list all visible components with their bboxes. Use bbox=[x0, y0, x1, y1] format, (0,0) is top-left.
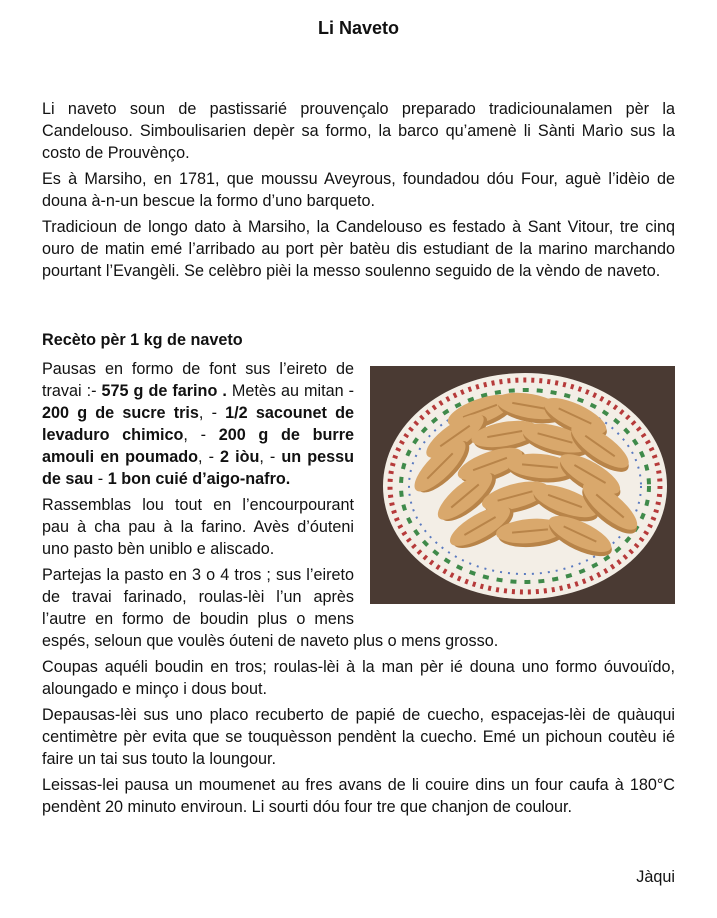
ingredients-text: , - bbox=[198, 404, 226, 422]
plate-of-navettes-photo bbox=[370, 366, 675, 604]
ingredient-butter: 200 g de burre amouli en poumado bbox=[42, 426, 354, 466]
step-paragraph: Depausas-lèi sus uno placo recuberto de papié de cuecho, espacejas-lèi de quàuqui centimètre pèr evita que se touquèsson pendènt la cuecho. Emé un pichoun coutèu ié faire un tai sus touto la loungour. bbox=[42, 706, 675, 768]
intro-section bbox=[42, 98, 675, 286]
ingredients-text: , - bbox=[259, 448, 282, 466]
ingredient-yeast: 1/2 sacounet de levaduro chimico bbox=[42, 404, 354, 444]
intro-paragraph: Es à Marsiho, en 1781, que moussu Aveyrous, foundadou dóu Four, aguè l’idèio de douna à-n-un bescue la formo d’uno barqueto. bbox=[42, 170, 675, 210]
photo-drawing bbox=[370, 366, 675, 604]
step-paragraph: Coupas aquéli boudin en tros; roulas-lèi à la man pèr ié douna uno formo óuvouïdo, aloungado e minço i dous bout. bbox=[42, 658, 675, 698]
intro-paragraph: Tradicioun de longo dato à Marsiho, la Candelouso es festado à Sant Vitour, tre cinq ouro de matin emé l’arribado au port pèr batèu dis estudiant de la marino marchando pourtant l’Evangèli. Se celèbro pièi la messo soulenno seguido de la vèndo de naveto. bbox=[42, 218, 675, 280]
ingredient-eggs: 2 iòu bbox=[220, 448, 260, 466]
signature: Jàqui bbox=[636, 868, 675, 886]
recipe-heading: Recèto pèr 1 kg de naveto bbox=[42, 331, 243, 349]
ingredient-flour: 575 g de farino . bbox=[101, 382, 227, 400]
step-paragraph: Rassemblas lou tout en l’encourpourant pau à cha pau à la farino. Avès d’óuteni uno pasto bèn uniblo e aliscado. bbox=[42, 496, 354, 558]
ingredients-text: Metès au mitan - bbox=[226, 382, 354, 400]
page-title: Li Naveto bbox=[317, 18, 400, 38]
step-paragraph: Partejas la pasto en 3 o 4 tros ; sus l’eireto de travai farinado, roulas-lèi l’un après l’autre en formo de boudin plus o mens espés, seloun que voulès óuteni de naveto plus o mens grosso. bbox=[42, 566, 499, 650]
intro-paragraph: Li naveto soun de pastissarié prouvençalo preparado tradiciounalamen pèr la Candelouso. Simboulisarien depèr sa formo, la barco qu’amenè li Sànti Marìo sus la costo de Prouvènço. bbox=[42, 100, 675, 162]
ingredient-salt: un pessu de sau bbox=[42, 448, 355, 488]
ingredients-text: , - bbox=[198, 448, 221, 466]
ingredient-sugar: 200 g de sucre tris bbox=[42, 404, 199, 422]
ingredient-orange-water: 1 bon cuié d’aigo-nafro. bbox=[107, 470, 291, 488]
recipe-section bbox=[42, 358, 675, 822]
ingredients-text: Pausas en formo de font sus l’eireto de travai :- bbox=[42, 360, 354, 400]
ingredients-text: , - bbox=[183, 426, 219, 444]
step-paragraph: Leissas-lei pausa un moumenet au fres avans de li couire dins un four caufa à 180°C pendènt 20 minuto enviroun. Li sourti dóu four tre que chanjon de coulour. bbox=[42, 776, 675, 816]
ingredients-text: - bbox=[93, 470, 108, 488]
